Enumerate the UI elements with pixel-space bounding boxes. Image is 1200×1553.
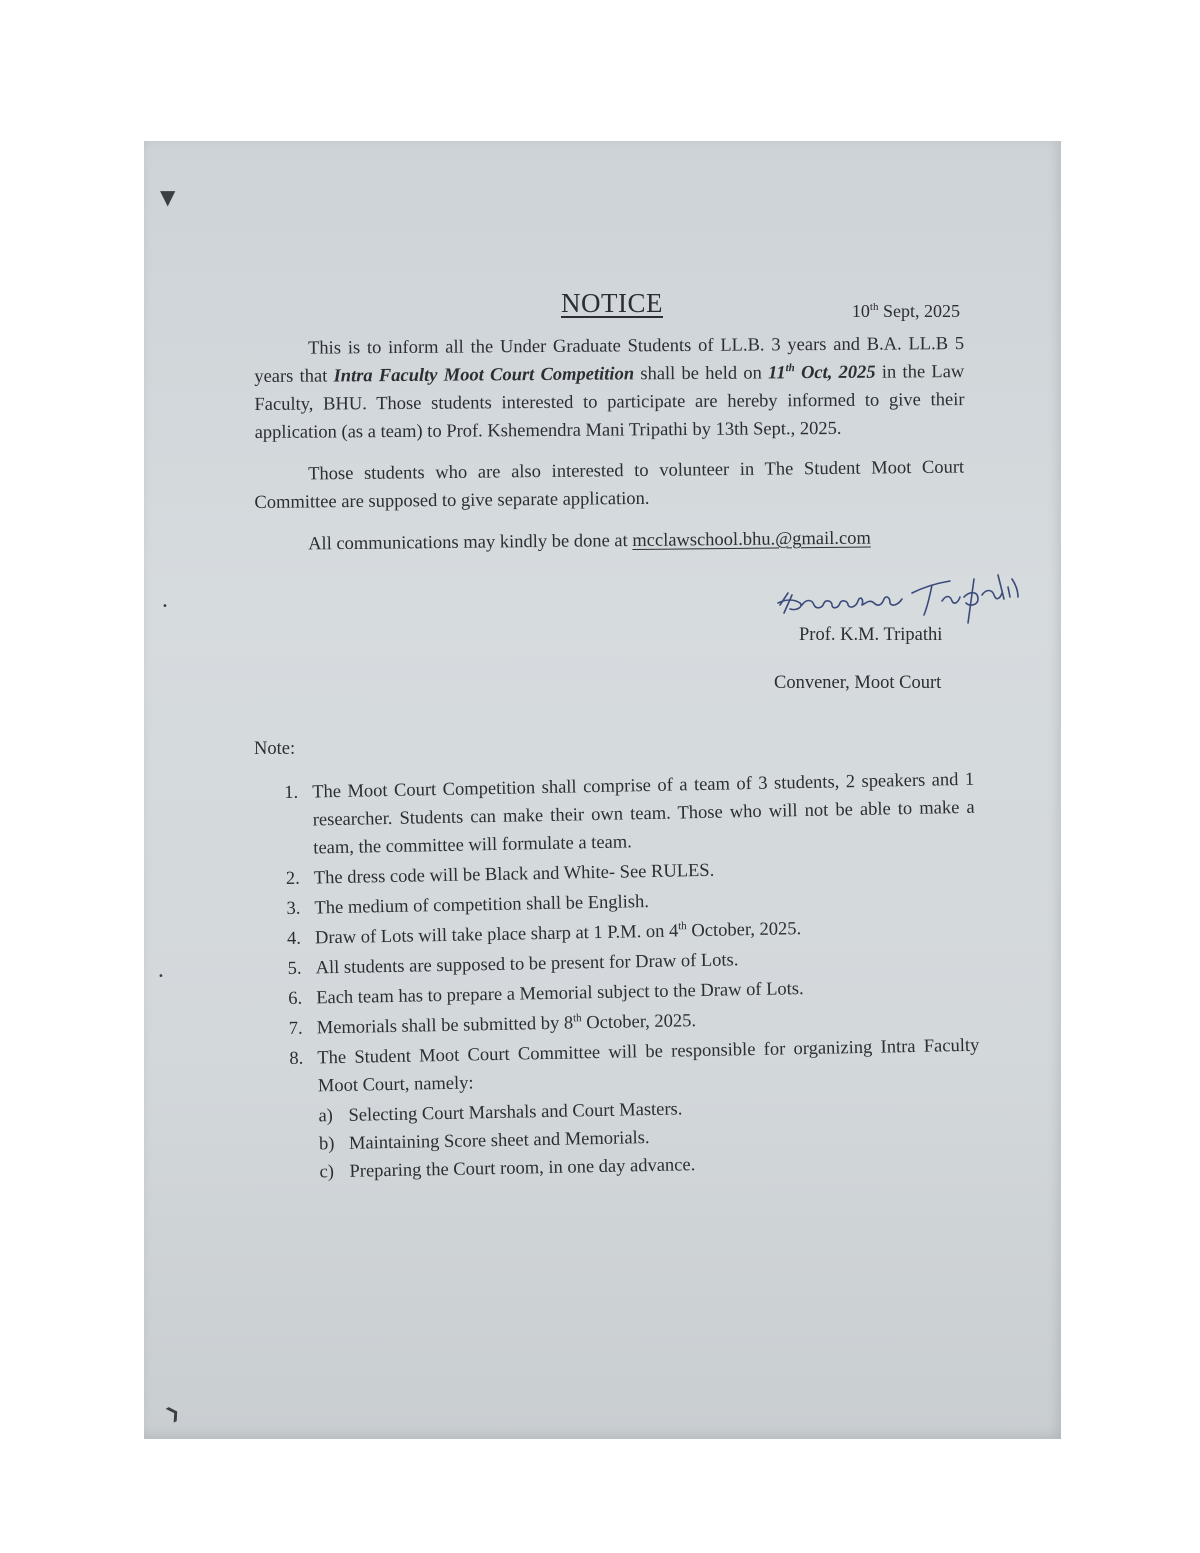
punch-mark-icon: ▼ [160, 185, 176, 209]
signatory-name: Prof. K.M. Tripathi [799, 625, 943, 645]
list-item: 4. Draw of Lots will take place sharp at 1 P.M. on 4th October, 2025. [286, 919, 802, 949]
notice-content [254, 288, 980, 1189]
list-item: 6. Each team has to prepare a Memorial subject to the Draw of Lots. [288, 979, 804, 1009]
signatory-designation: Convener, Moot Court [774, 673, 942, 693]
paragraph-communication: All communications may kindly be done at mcclawschool.bhu.@gmail.com [308, 528, 871, 555]
email-link[interactable]: mcclawschool.bhu.@gmail.com [632, 528, 871, 552]
list-item: 7. Memorials shall be submitted by 8th October, 2025. [288, 1011, 697, 1039]
notice-date: 10th Sept, 2025 [851, 301, 960, 321]
paragraph-volunteer: Those students who are also interested to volunteer in The Student Moot Court Committee are supposed to give separate application. [254, 457, 965, 513]
paragraph-announcement: This is to inform all the Under Graduate Students of LL.B. 3 years and B.A. LL.B 5 years that Intra Faculty Moot Court Competition shall be held on 11th Oct, 2025 in the Law Faculty, BHU. Those students interested to participate are hereby informed to give their application (as a team) to Prof. Kshemendra Mani Tripathi by 13th Sept., 2025. [254, 334, 965, 443]
list-item: 5. All students are supposed to be present for Draw of Lots. [287, 950, 739, 979]
sub-list-item: a) Selecting Court Marshals and Court Masters. [318, 1099, 683, 1127]
scanned-paper [144, 141, 1061, 1439]
competition-name: Intra Faculty Moot Court Competition [333, 364, 635, 387]
list-item: 2. The dress code will be Black and White- See RULES. [285, 860, 715, 889]
sub-list [318, 1090, 981, 1187]
list-item: 1. The Moot Court Competition shall comprise of a team of 3 students, 2 speakers and 1 researcher. Students can make their own team. Those who will not be able to make a team, the committee will formulate a team. [284, 769, 975, 859]
sub-list-item: c) Preparing the Court room, in one day advance. [319, 1155, 696, 1183]
handwritten-signature [774, 565, 1024, 625]
event-date: 11th Oct, 2025 [768, 362, 876, 384]
punch-mark-icon: • [158, 971, 164, 982]
note-heading: Note: [254, 739, 296, 759]
list-item: 8. The Student Moot Court Committee will be responsible for organizing Intra Faculty Moot Court, namely: a) Selecting Court Marshals and Court Masters. b) Maintaining Score sheet and Memorials. c) Preparing the Court room, in one day advance. [289, 1032, 982, 1187]
note-list [284, 766, 982, 1187]
notice-header [254, 289, 964, 329]
sub-list-item: b) Maintaining Score sheet and Memorials. [318, 1128, 650, 1155]
notice-title: NOTICE [561, 288, 663, 318]
signature-block [254, 565, 964, 693]
punch-mark-icon: ❯ [162, 1400, 184, 1425]
list-item: 3. The medium of competition shall be English. [286, 892, 650, 919]
punch-mark-icon: • [162, 601, 168, 612]
